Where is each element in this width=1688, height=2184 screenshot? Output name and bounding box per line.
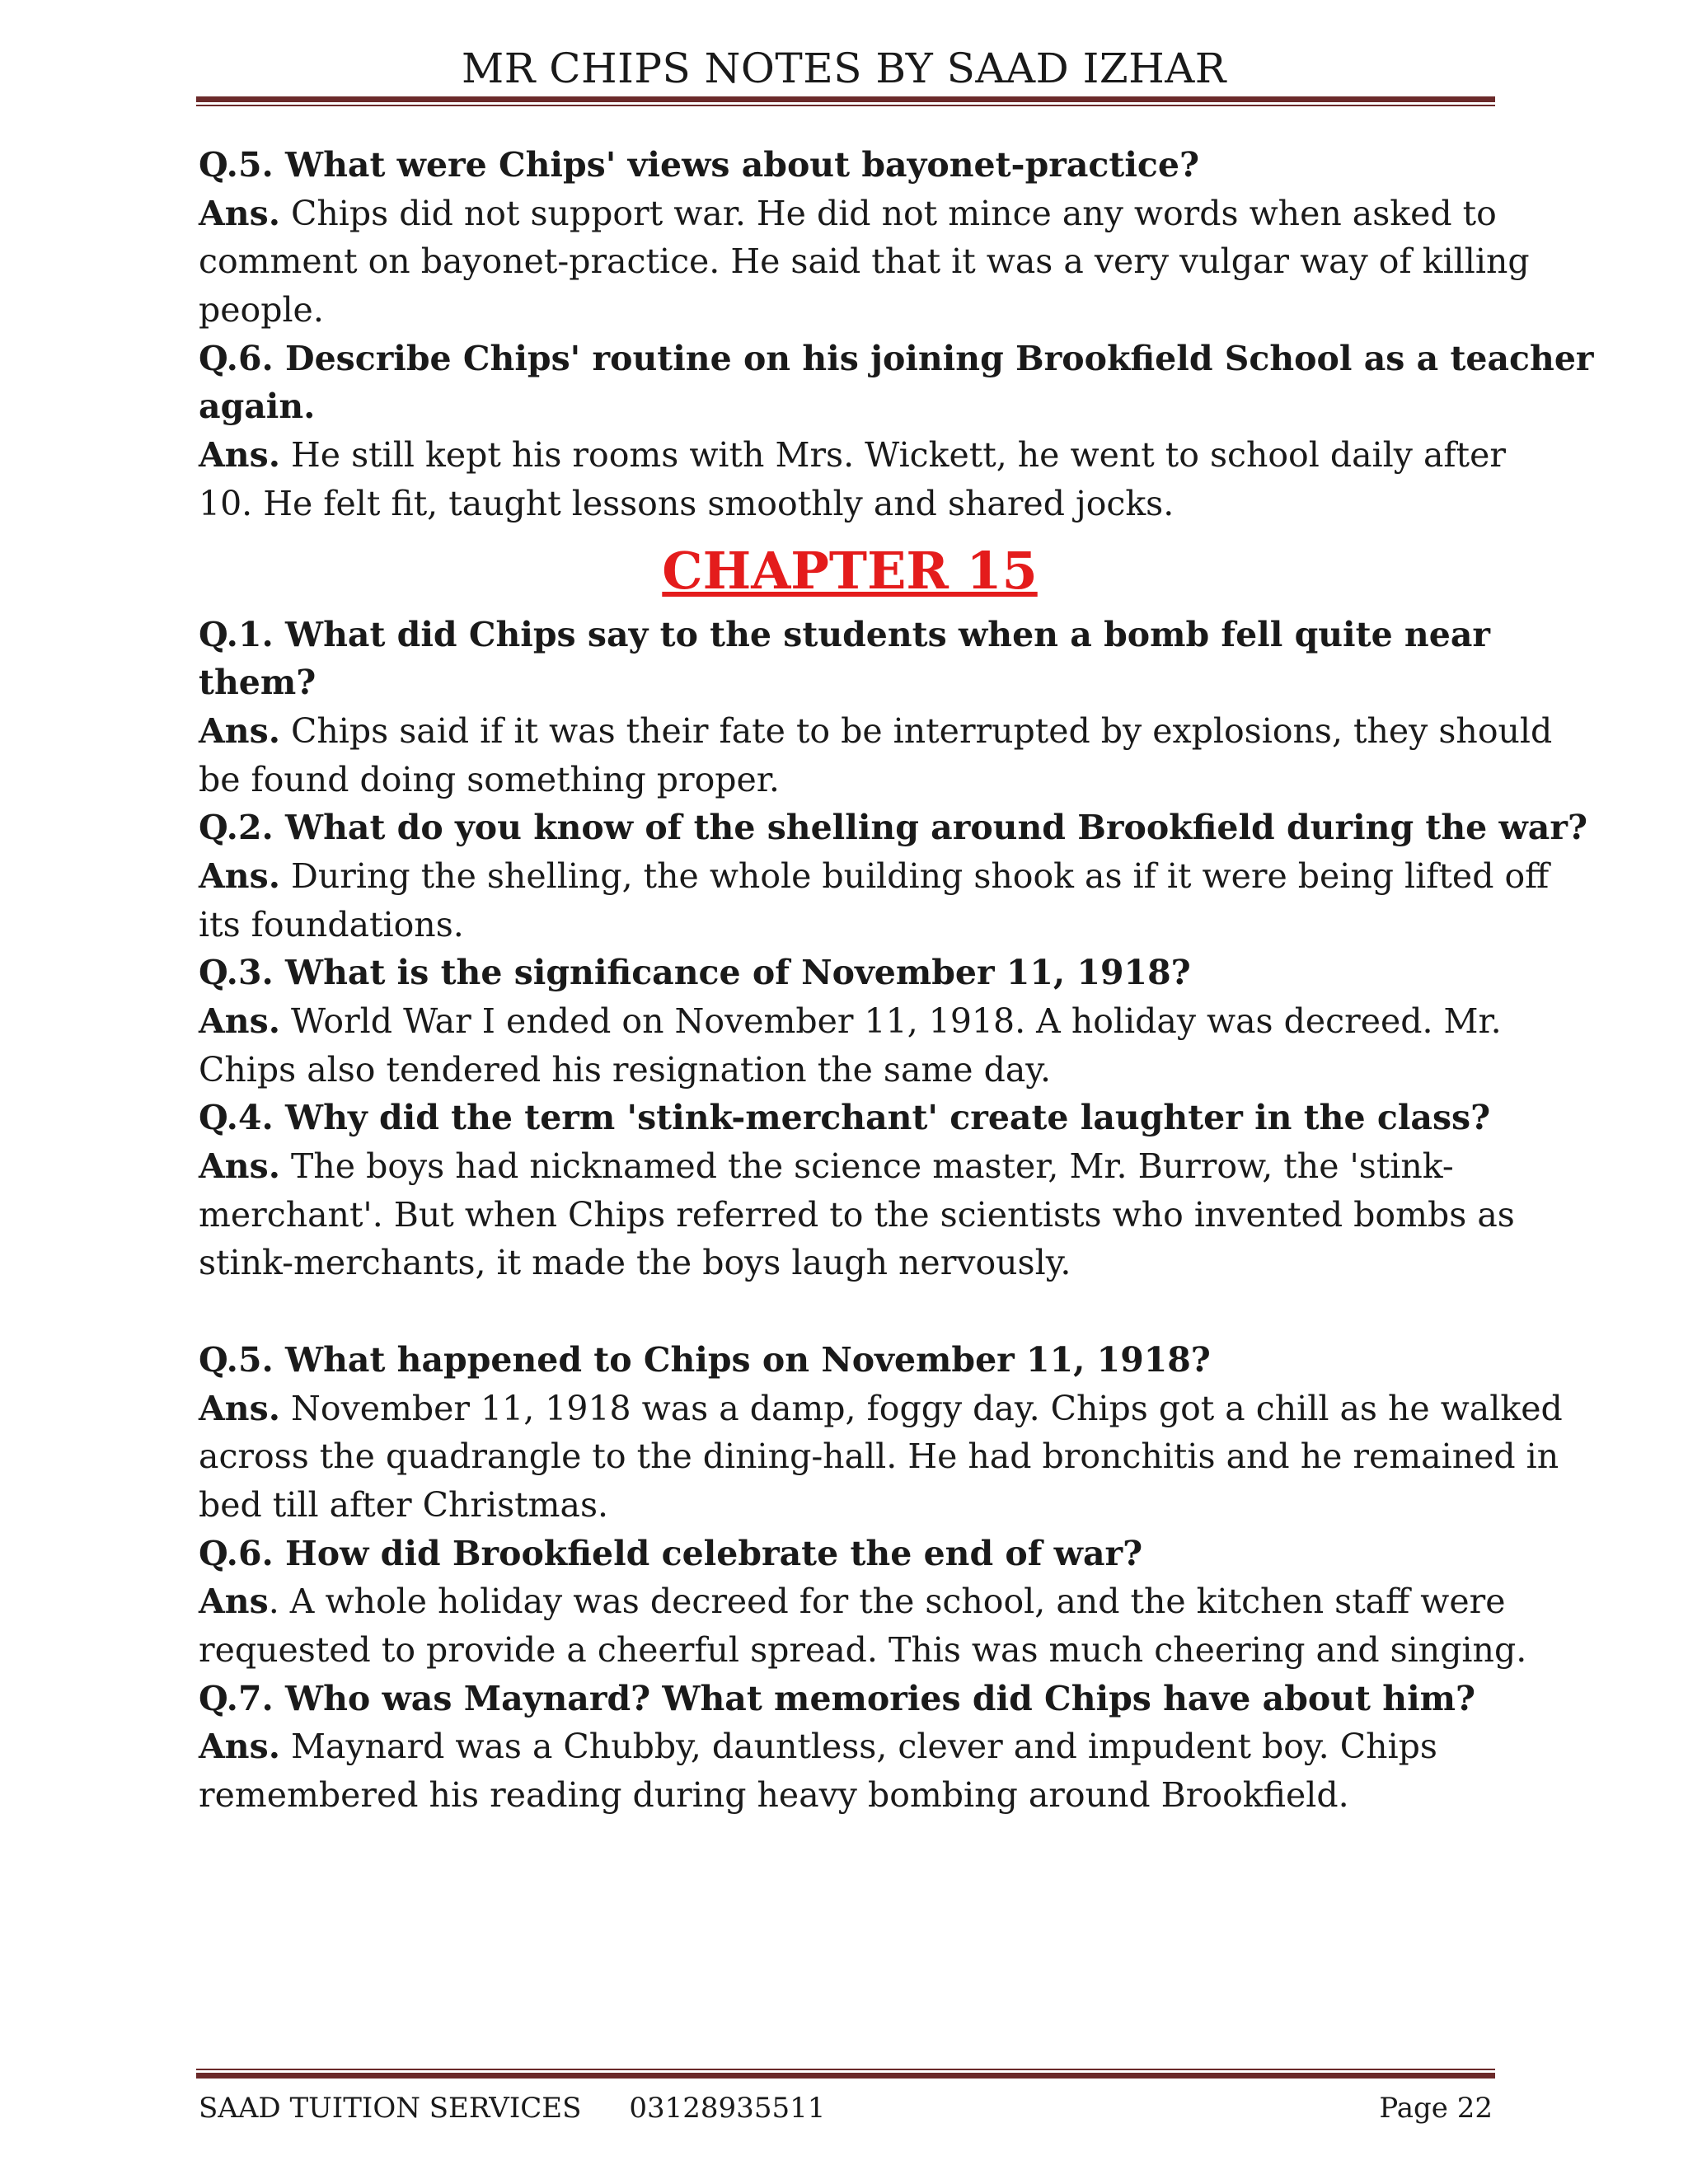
question-line: Q.1. What did Chips say to the students when a bomb fell quite near xyxy=(199,614,1490,654)
header-rule xyxy=(196,96,1495,106)
document-body xyxy=(199,141,1594,1820)
answer-text: Chips did not support war. He did not mince any words when asked to xyxy=(291,193,1497,233)
answer-label: Ans. xyxy=(199,1727,280,1767)
answer-line xyxy=(199,707,1553,756)
chapter-heading: CHAPTER 15 xyxy=(662,540,1038,601)
question-line: Q.4. Why did the term 'stink-merchant' create laughter in the class? xyxy=(199,1098,1491,1138)
answer-line: bed till after Christmas. xyxy=(199,1484,609,1525)
answer-line xyxy=(199,852,1550,901)
answer-line: comment on bayonet-practice. He said that it was a very vulgar way of killing xyxy=(199,241,1530,282)
page-number: Page 22 xyxy=(1379,2092,1493,2125)
question-line: Q.3. What is the significance of November 11, 1918? xyxy=(199,953,1191,993)
answer-text: The boys had nicknamed the science master, Mr. Burrow, the 'stink- xyxy=(291,1146,1454,1187)
answer-line xyxy=(199,1722,1501,1771)
answer-line: its foundations. xyxy=(199,904,464,944)
answer-line xyxy=(199,190,1501,238)
answer-label: Ans. xyxy=(199,193,280,233)
answer-line: across the quadrangle to the dining-hall. He had bronchitis and he remained in xyxy=(199,1436,1559,1477)
answer-label: Ans. xyxy=(199,1146,280,1187)
answer-line: remembered his reading during heavy bombing around Brookfield. xyxy=(199,1775,1349,1815)
answer-label-suffix: . xyxy=(268,1582,279,1622)
answer-line: Chips also tendered his resignation the same day. xyxy=(199,1049,1052,1090)
question-line: Q.5. What happened to Chips on November 11, 1918? xyxy=(199,1339,1211,1380)
question-line: again. xyxy=(199,387,316,427)
footer-phone: 03128935511 xyxy=(629,2092,826,2125)
header-title: MR CHIPS NOTES BY SAAD IZHAR xyxy=(462,45,1226,92)
footer-rule xyxy=(196,2069,1495,2079)
answer-line xyxy=(199,1577,1506,1626)
question-line: them? xyxy=(199,663,316,703)
answer-text: He still kept his rooms with Mrs. Wickett, he went to school daily after xyxy=(291,435,1506,476)
answer-label: Ans. xyxy=(199,1388,280,1428)
answer-text: November 11, 1918 was a damp, foggy day. Chips got a chill as he walked xyxy=(291,1388,1563,1428)
answer-line xyxy=(199,431,1506,480)
answer-label: Ans. xyxy=(199,1001,280,1041)
answer-line: 10. He felt fit, taught lessons smoothly and shared jocks. xyxy=(199,483,1175,523)
answer-label: Ans. xyxy=(199,710,280,751)
answer-line xyxy=(199,1142,1501,1191)
answer-line: be found doing something proper. xyxy=(199,759,780,799)
question-line: Q.7. Who was Maynard? What memories did Chips have about him? xyxy=(199,1678,1476,1718)
answer-text: During the shelling, the whole building shook as if it were being lifted off xyxy=(291,855,1550,896)
answer-text: Chips said if it was their fate to be interrupted by explosions, they should xyxy=(291,710,1553,751)
question-line: Q.6. Describe Chips' routine on his joining Brookfield School as a teacher xyxy=(199,338,1594,378)
footer-org: SAAD TUITION SERVICES xyxy=(199,2092,582,2125)
answer-label: Ans. xyxy=(199,435,280,476)
answer-line: requested to provide a cheerful spread. This was much cheering and singing. xyxy=(199,1629,1527,1670)
answer-line: people. xyxy=(199,290,324,330)
blank-line xyxy=(199,1287,1501,1336)
answer-label: Ans. xyxy=(199,855,280,896)
answer-line: merchant'. But when Chips referred to the scientists who invented bombs as xyxy=(199,1194,1515,1235)
question-line: Q.2. What do you know of the shelling around Brookfield during the war? xyxy=(199,808,1587,848)
answer-line xyxy=(199,997,1501,1046)
answer-label: Ans xyxy=(199,1582,269,1622)
answer-text: World War I ended on November 11, 1918. A holiday was decreed. Mr. xyxy=(291,1001,1502,1041)
answer-line: stink-merchants, it made the boys laugh nervously. xyxy=(199,1243,1071,1283)
page-footer xyxy=(199,2092,1493,2125)
answer-text: A whole holiday was decreed for the school, and the kitchen staff were xyxy=(289,1582,1506,1622)
answer-text: Maynard was a Chubby, dauntless, clever and impudent boy. Chips xyxy=(291,1727,1437,1767)
answer-line xyxy=(199,1385,1563,1433)
question-line: Q.5. What were Chips' views about bayonet-practice? xyxy=(199,145,1199,185)
question-line: Q.6. How did Brookfield celebrate the end of war? xyxy=(199,1533,1143,1573)
